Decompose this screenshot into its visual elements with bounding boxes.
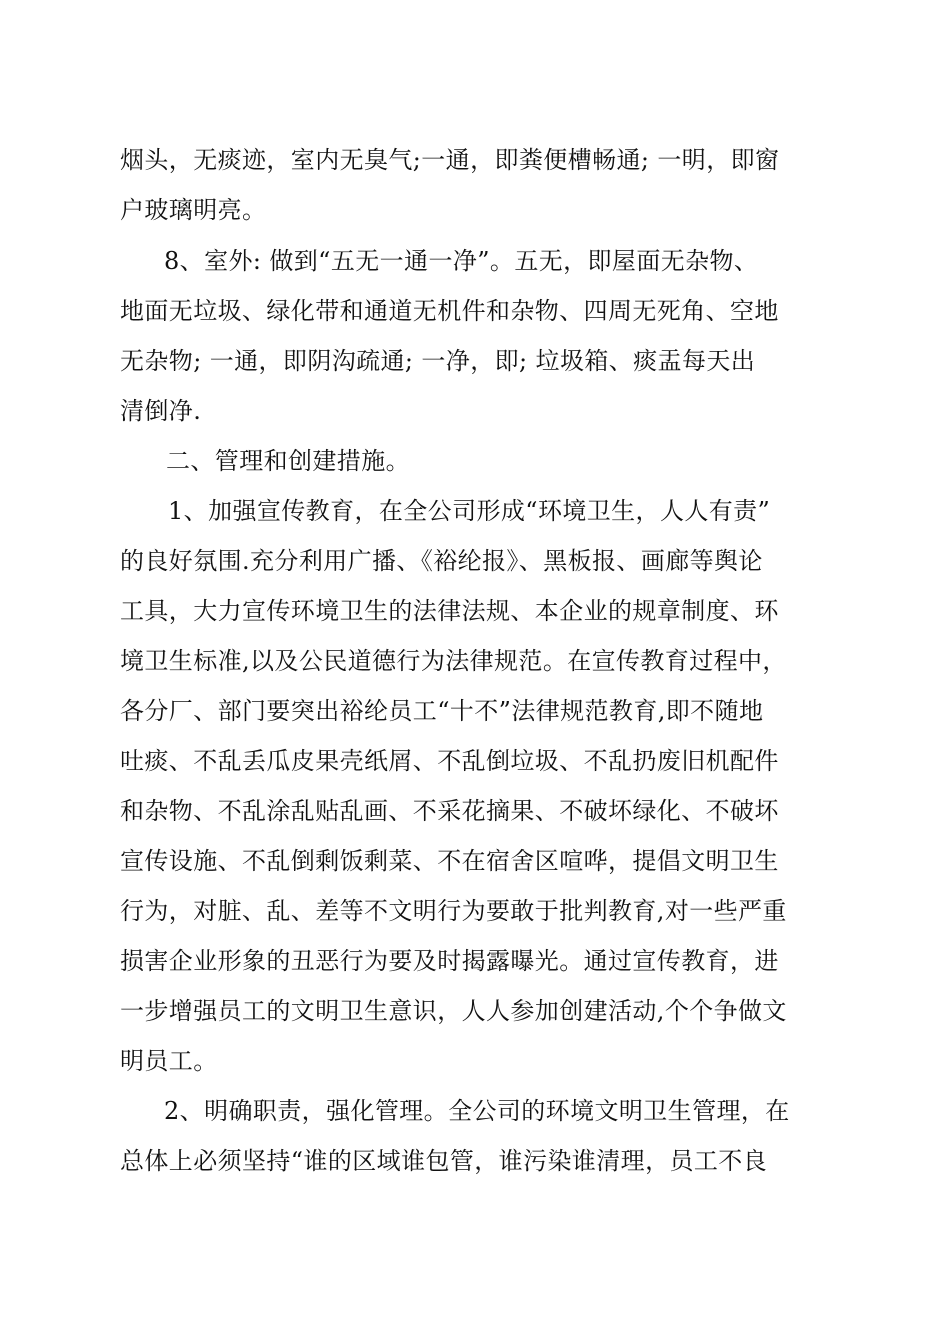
- text-line: 无杂物; 一通，即阴沟疏通; 一净，即; 垃圾箱、痰盂每天出: [120, 347, 756, 375]
- text-line: 明员工。: [120, 1047, 218, 1075]
- section-heading: 二、管理和创建措施。: [166, 447, 410, 475]
- text-line: 宣传设施、不乱倒剩饭剩菜、不在宿舍区喧哗，提倡文明卫生: [120, 847, 779, 875]
- text-line: 2、明确职责，强化管理。全公司的环境文明卫生管理，在: [164, 1097, 790, 1125]
- text-line: 吐痰、不乱丢瓜皮果壳纸屑、不乱倒垃圾、不乱扔废旧机配件: [120, 747, 779, 775]
- text-line: 工具，大力宣传环境卫生的法律法规、本企业的规章制度、环: [120, 597, 779, 625]
- text-line: 境卫生标准,以及公民道德行为法律规范。在宣传教育过程中，: [120, 647, 787, 675]
- text-line: 各分厂、部门要突出裕纶员工“十不”法律规范教育,即不随地: [120, 697, 764, 725]
- text-line: 一步增强员工的文明卫生意识，人人参加创建活动,个个争做文: [120, 997, 787, 1025]
- text-line: 损害企业形象的丑恶行为要及时揭露曝光。通过宣传教育，进: [120, 947, 779, 975]
- text-line: 清倒净.: [120, 397, 202, 425]
- text-line: 8、室外: 做到“五无一通一净”。五无，即屋面无杂物、: [164, 247, 759, 275]
- text-line: 户玻璃明亮。: [120, 196, 267, 224]
- text-line: 1、加强宣传教育，在全公司形成“环境卫生，人人有责”: [168, 497, 771, 525]
- text-line: 地面无垃圾、绿化带和通道无机件和杂物、四周无死角、空地: [120, 297, 779, 325]
- text-line: 的良好氛围.充分利用广播、《裕纶报》、黑板报、画廊等舆论: [120, 547, 763, 575]
- text-line: 行为，对脏、乱、差等不文明行为要敢于批判教育,对一些严重: [120, 897, 787, 925]
- text-line: 总体上必须坚持“谁的区域谁包管，谁污染谁清理，员工不良: [120, 1147, 768, 1175]
- text-line: 烟头，无痰迹，室内无臭气;一通，即粪便槽畅通; 一明，即窗: [120, 146, 780, 174]
- text-line: 和杂物、不乱涂乱贴乱画、不采花摘果、不破坏绿化、不破坏: [120, 797, 779, 825]
